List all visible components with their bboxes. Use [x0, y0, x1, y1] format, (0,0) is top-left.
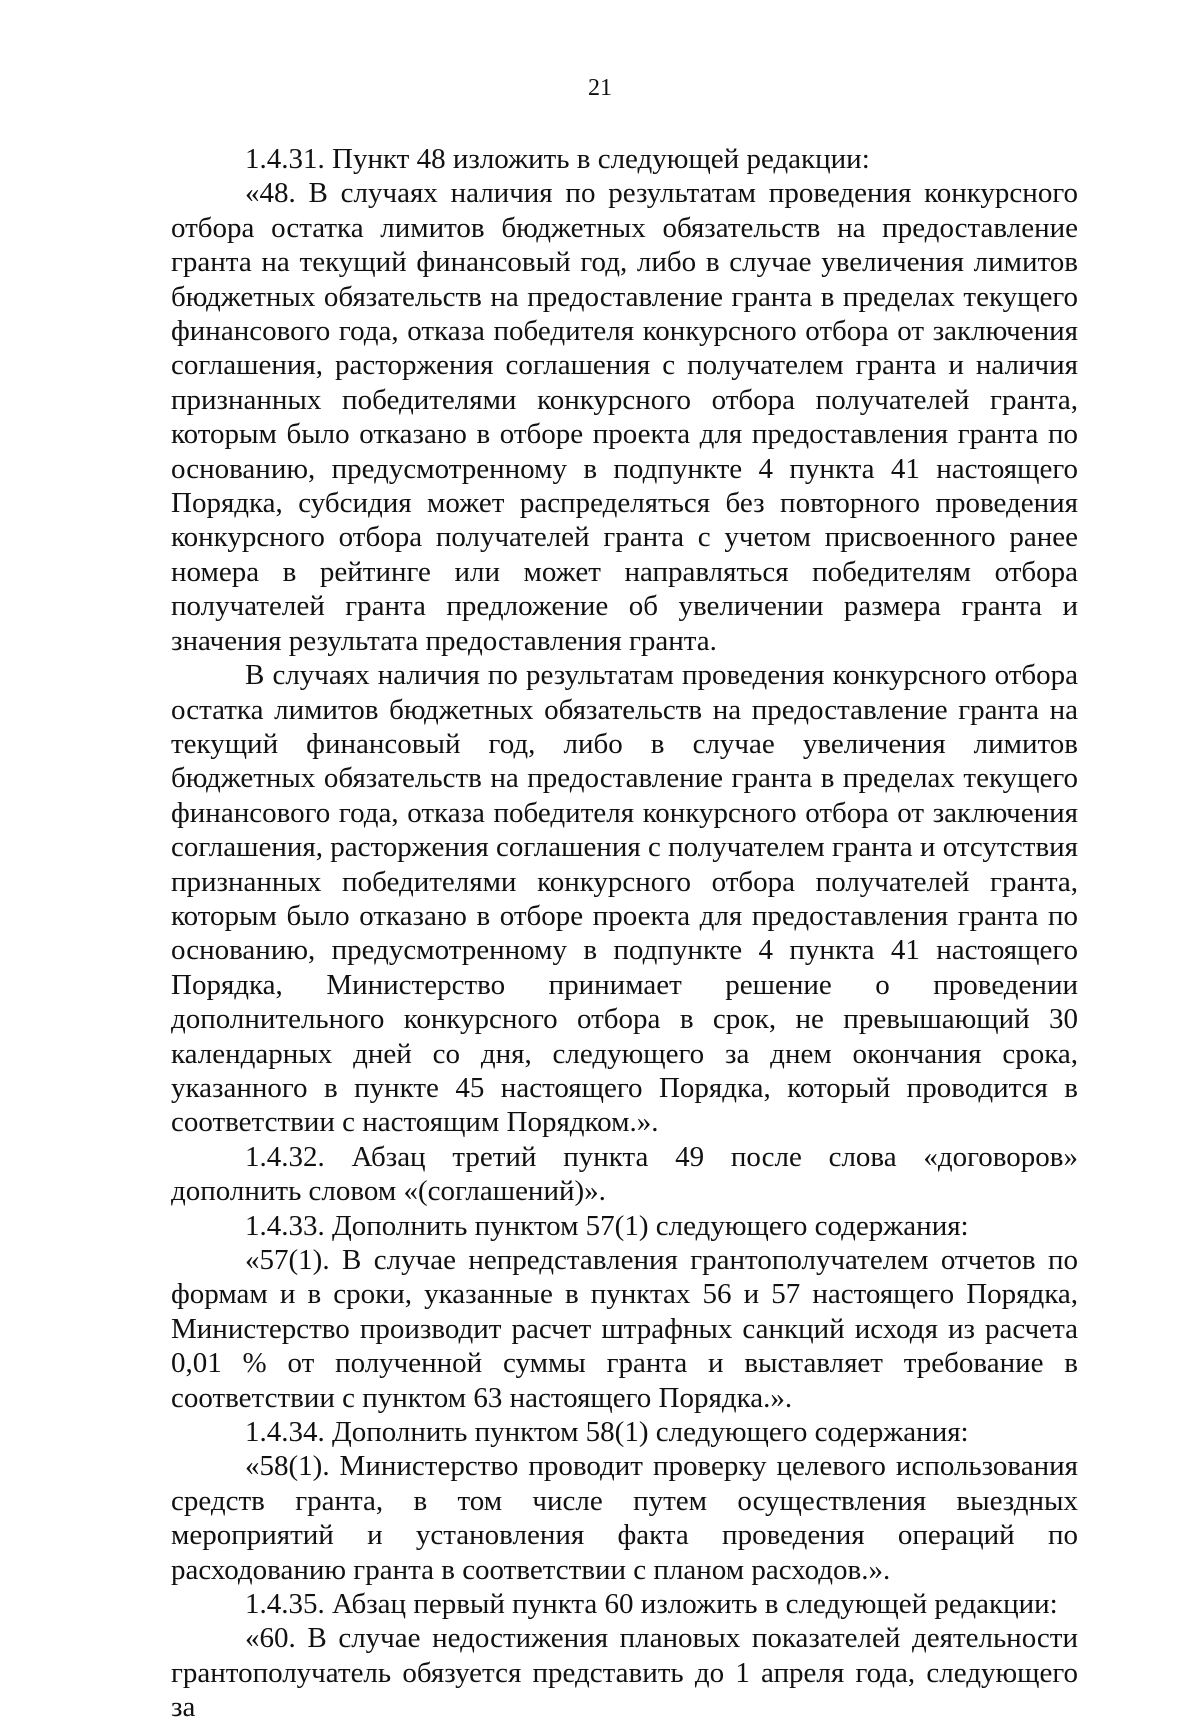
paragraph-48-second-part: В случаях наличия по результатам проведения конкурсного отбора остатка лимитов бюджетных обязательств на предоставление гранта на текущий финансовый год, либо в случае увеличения лимитов бюджетных обязательств на предоставление гранта в пределах текущего финансового года, отказа победителя конкурсного отбора от заключения соглашения, расторжения соглашения с получателем гранта и отсутствия признанных победителями конкурсного отбора получателей гранта, которым было отказано в отборе проекта для предоставления гранта по основанию, предусмотренному в подпункте 4 пункта 41 настоящего Порядка, Министерство принимает решение о проведении дополнительного конкурсного отбора в срок, не превышающий 30 календарных дней со дня, следующего за днем окончания срока, указанного в пункте 45 настоящего Порядка, который проводится в соответствии с настоящим Порядком.».: [171, 659, 1078, 1139]
paragraph-1-4-35-heading: 1.4.35. Абзац первый пункта 60 изложить в следующей редакции:: [245, 1588, 1058, 1621]
paragraph-57-1-text: «57(1). В случае непредставления грантополучателем отчетов по формам и в сроки, указанные в пунктах 56 и 57 настоящего Порядка, Министерство производит расчет штрафных санкций исходя из расчета 0,01 % от полученной суммы гранта и выставляет требование в соответствии с пунктом 63 настоящего Порядка.».: [171, 1244, 1078, 1414]
paragraph-1-4-31-heading: 1.4.31. Пункт 48 изложить в следующей редакции:: [245, 143, 870, 175]
paragraph-58-1-text: «58(1). Министерство проводит проверку целевого использования средств гранта, в том числе путем осуществления выездных мероприятий и установления факта проведения операций по расходованию гранта в соответствии с планом расходов.».: [171, 1450, 1078, 1586]
page-number: 21: [588, 75, 612, 101]
paragraph-48-text: «48. В случаях наличия по результатам проведения конкурсного отбора остатка лимитов бюджетных обязательств на предоставление гранта на текущий финансовый год, либо в случае увеличения лимитов бюджетных обязательств на предоставление гранта в пределах текущего финансового года, отказа победителя конкурсного отбора от заключения соглашения, расторжения соглашения с получателем гранта и наличия признанных победителями конкурсного отбора получателей гранта, которым было отказано в отборе проекта для предоставления гранта по основанию, предусмотренному в подпункте 4 пункта 41 настоящего Порядка, субсидия может распределяться без повторного проведения конкурсного отбора получателей гранта с учетом присвоенного ранее номера в рейтинге или может направляться победителям отбора получателей гранта предложение об увеличении размера гранта и значения результата предоставления гранта.: [171, 177, 1078, 657]
paragraph-1-4-33-heading: 1.4.33. Дополнить пунктом 57(1) следующего содержания:: [245, 1209, 969, 1242]
paragraph-1-4-32: 1.4.32. Абзац третий пункта 49 после слова «договоров» дополнить словом «(соглашений)».: [171, 1140, 1078, 1208]
document-body: [171, 142, 1078, 1725]
paragraph-1-4-34-heading: 1.4.34. Дополнить пунктом 58(1) следующего содержания:: [245, 1416, 969, 1449]
paragraph-60-text: «60. В случае недостижения плановых показателей деятельности грантополучатель обязуется представить до 1 апреля года, следующего за: [171, 1622, 1078, 1724]
